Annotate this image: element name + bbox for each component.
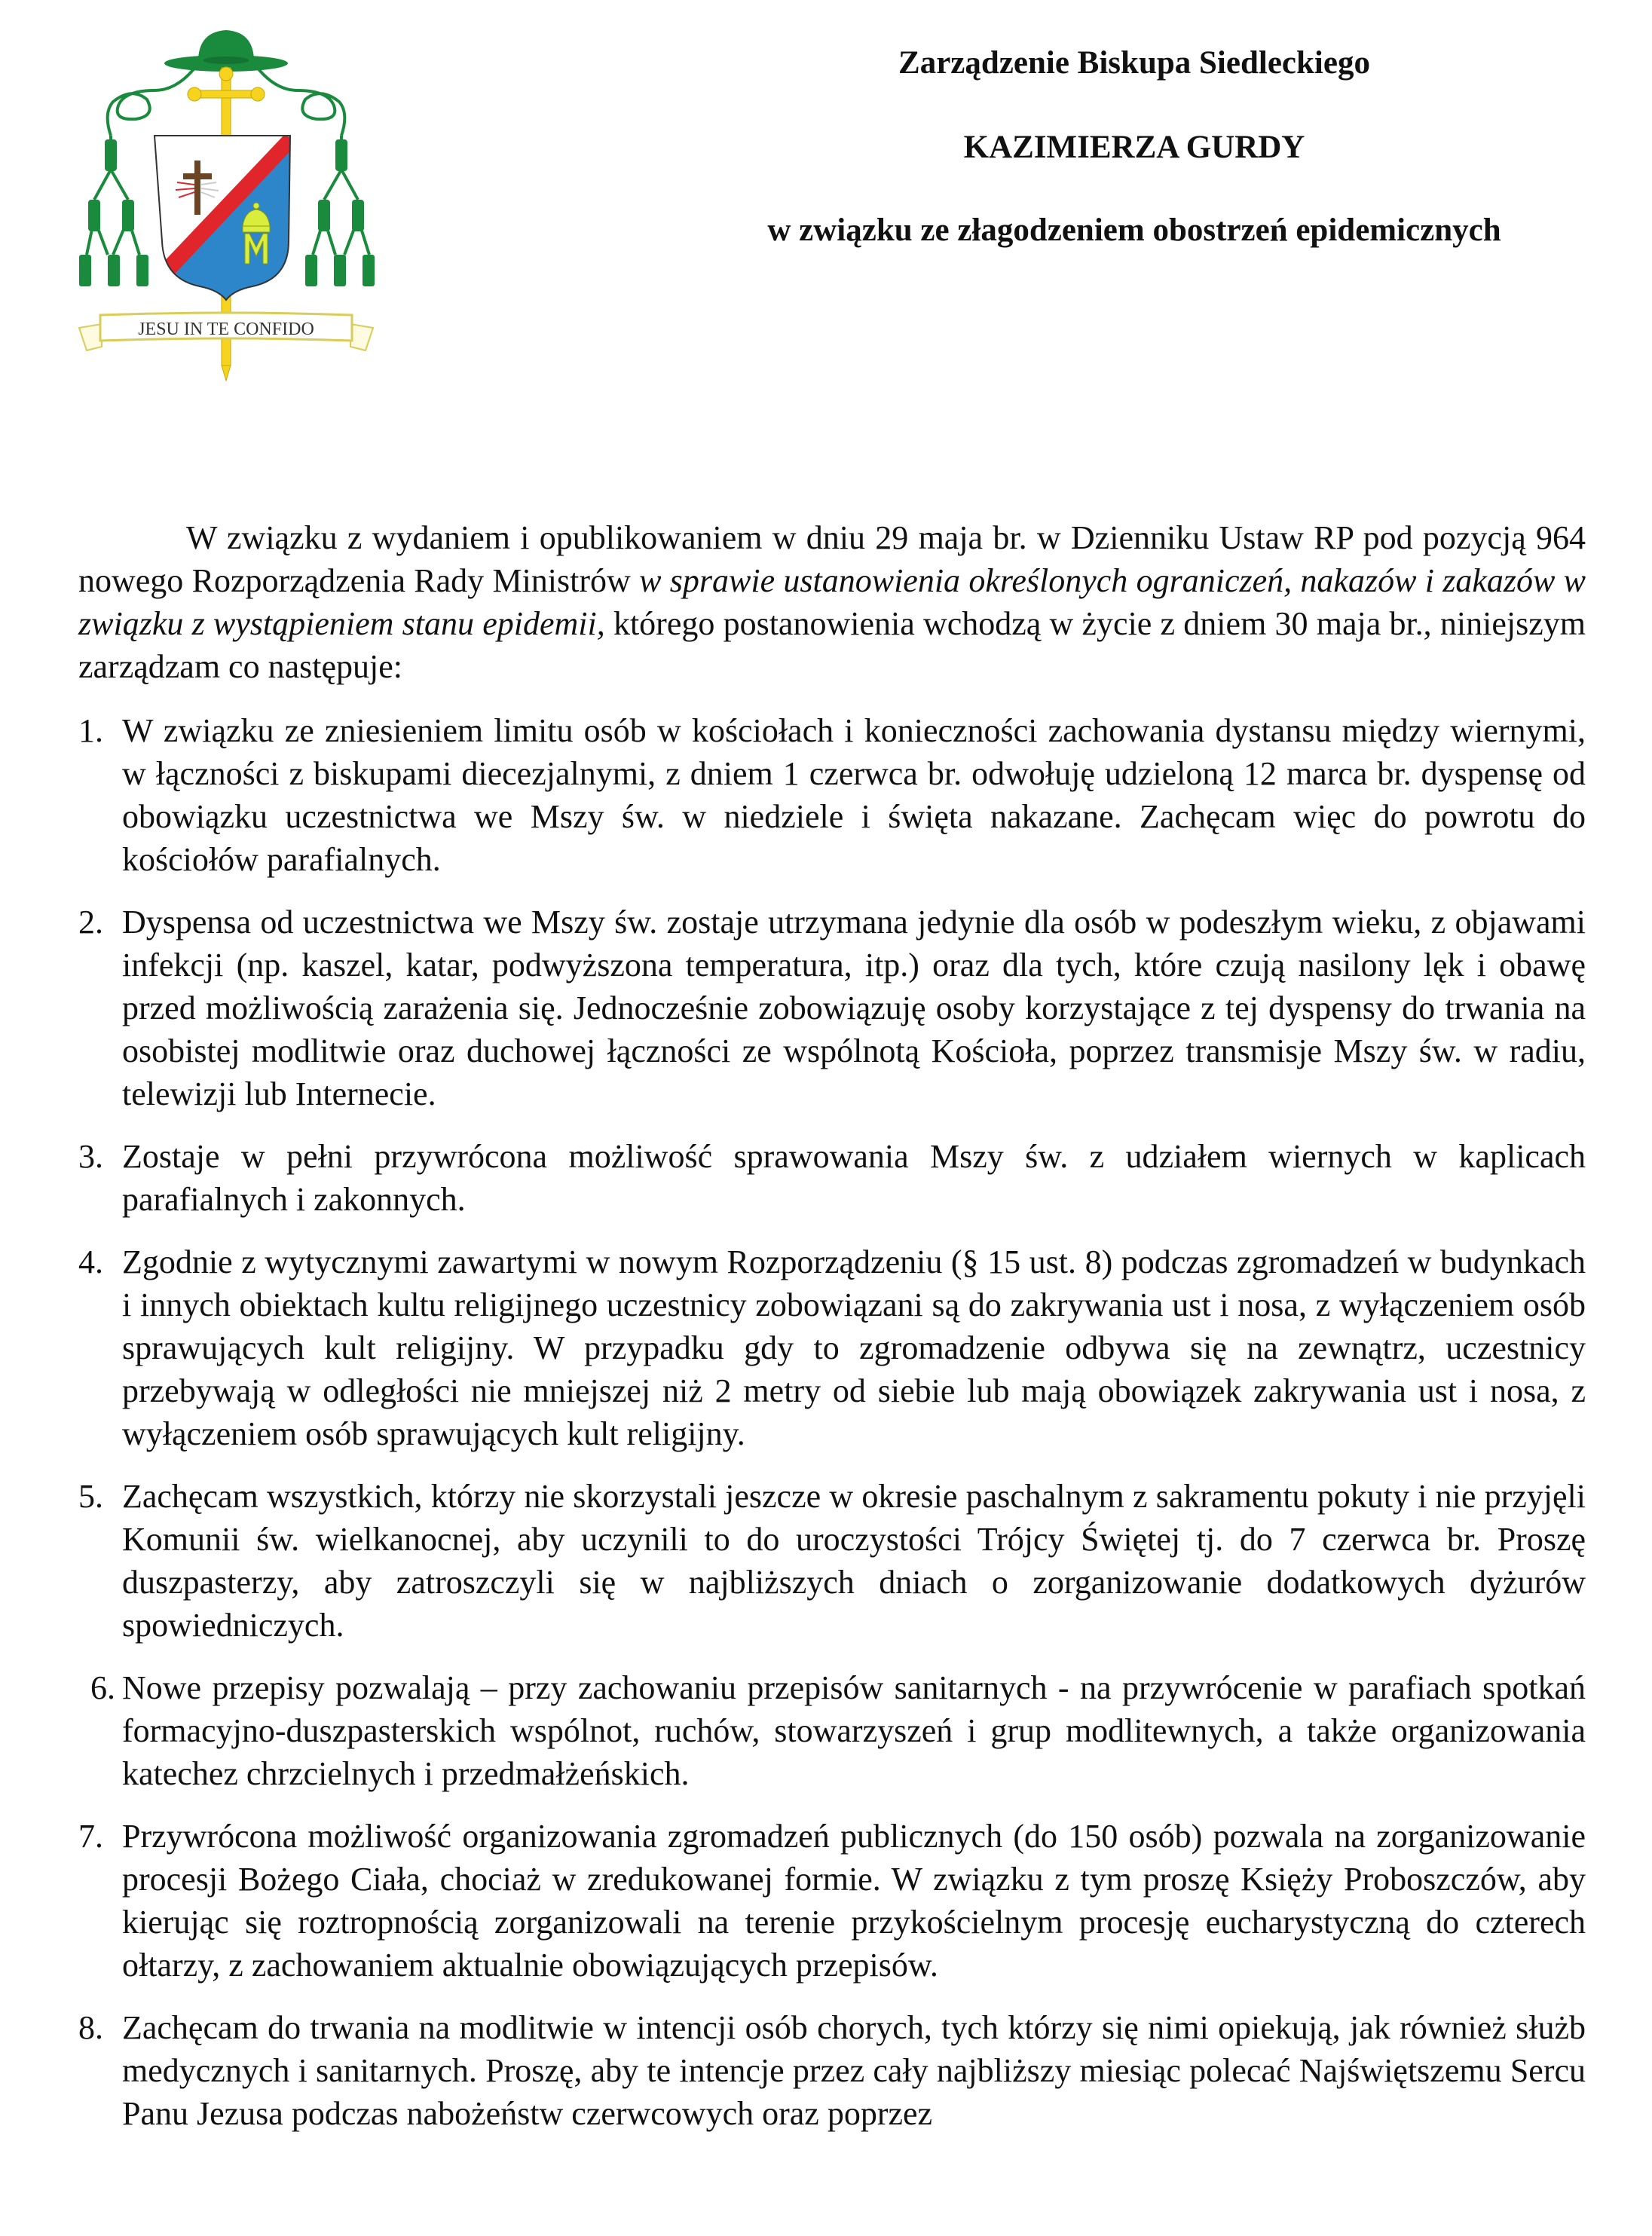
item-number: 7. xyxy=(78,1818,103,1855)
item-number: 2. xyxy=(78,904,103,941)
header-title: Zarządzenie Biskupa Siedleckiego xyxy=(898,45,1370,81)
item-text: Zostaje w pełni przywrócona możliwość sprawowania Mszy św. z udziałem wiernych w kaplicach parafialnych i zakonnych. xyxy=(122,1138,1586,1218)
ordinance-item xyxy=(78,1240,1586,1455)
shield-icon xyxy=(144,128,298,309)
item-text: Zgodnie z wytycznymi zawartymi w nowym Rozporządzeniu (§ 15 ust. 8) podczas zgromadzeń w budynkach i innych obiektach kultu religijnego uczestnicy zobowiązani są do zakrywania ust i nosa, z wyłączeniem osób sprawujących kult religijny. W przypadku gdy to zgromadzenie odbywa się na zewnątrz, uczestnicy przebywają w odległości nie mniejszej niż 2 metry od siebie lub mają obowiązek zakrywania ust i nosa, z wyłączeniem osób sprawujących kult religijny. xyxy=(122,1243,1586,1452)
ordinance-item xyxy=(78,1666,1586,1795)
ordinance-item xyxy=(78,709,1586,881)
ordinance-item xyxy=(78,1815,1586,1987)
intro-paragraph xyxy=(78,516,1586,688)
item-text: Nowe przepisy pozwalają – przy zachowaniu przepisów sanitarnych - na przywrócenie w parafiach spotkań formacyjno-duszpasterskich wspólnot, ruchów, stowarzyszeń i grup modlitewnych, a także organizowania katechez chrzcielnych i przedmałżeńskich. xyxy=(122,1669,1586,1792)
item-number: 3. xyxy=(78,1138,103,1175)
item-number: 8. xyxy=(78,2009,103,2046)
item-text: Dyspensa od uczestnictwa we Mszy św. zostaje utrzymana jedynie dla osób w podeszłym wieku, z objawami infekcji (np. kaszel, katar, podwyższona temperatura, itp.) oraz dla tych, które czują nasilony lęk i obawę przed możliwością zarażenia się. Jednocześnie zobowiązuję osoby korzystające z tej dyspensy do trwania na osobistej modlitwie oraz duchowej łączności ze wspólnotą Kościoła, poprzez transmisje Mszy św. w radiu, telewizji lub Internecie. xyxy=(122,904,1586,1112)
item-number: 4. xyxy=(78,1243,103,1280)
ordinance-item xyxy=(78,1475,1586,1647)
coat-of-arms xyxy=(72,15,381,384)
intro-text-2: którego postanowienia wchodzą w życie z dniem 30 maja br., niniejszym zarządzam co następuje: xyxy=(78,605,1586,685)
ordinance-item xyxy=(78,2006,1586,2135)
ordinance-item xyxy=(78,901,1586,1115)
item-number: 1. xyxy=(78,712,103,749)
item-number: 6. xyxy=(90,1669,115,1706)
item-number: 5. xyxy=(78,1478,103,1515)
document-body xyxy=(78,516,1586,2155)
item-text: Zachęcam wszystkich, którzy nie skorzystali jeszcze w okresie paschalnym z sakramentu pokuty i nie przyjęli Komunii św. wielkanocnej, aby uczynili to do uroczystości Trójcy Świętej tj. do 7 czerwca br. Proszę duszpasterzy, aby zatroszczyli się w najbliższych dniach o zorganizowanie dodatkowych dyżurów spowiedniczych. xyxy=(122,1478,1586,1644)
intro-text-1: W związku z wydaniem i opublikowaniem w dniu 29 maja br. w Dzienniku Ustaw RP pod pozycją 964 nowego Rozporządzenia Rady Ministrów xyxy=(78,519,1586,599)
item-text: W związku ze zniesieniem limitu osób w kościołach i konieczności zachowania dystansu między wiernymi, w łączności z biskupami diecezjalnymi, z dniem 1 czerwca br. odwołuję udzieloną 12 marca br. dyspensę od obowiązku uczestnictwa we Mszy św. w niedziele i święta nakazane. Zachęcam więc do powrotu do kościołów parafialnych. xyxy=(122,712,1586,878)
item-text: Zachęcam do trwania na modlitwie w intencji osób chorych, tych którzy się nimi opiekują, jak również służb medycznych i sanitarnych. Proszę, aby te intencje przez cały najbliższy miesiąc polecać Najświętszemu Sercu Panu Jezusa podczas nabożeństw czerwcowych oraz poprzez xyxy=(122,2009,1586,2132)
ordinance-item xyxy=(78,1135,1586,1221)
motto-text: JESU IN TE CONFIDO xyxy=(138,320,314,339)
intro-regulation-title: w sprawie ustanowienia określonych ograniczeń, nakazów i zakazów w związku z wystąpieniem stanu epidemii, xyxy=(78,562,1586,642)
galero-hat-icon xyxy=(164,30,288,72)
header-bishop-name: KAZIMIERZA GURDY xyxy=(963,130,1305,165)
item-text: Przywrócona możliwość organizowania zgromadzeń publicznych (do 150 osób) pozwala na zorganizowanie procesji Bożego Ciała, chociaż w zredukowanej formie. W związku z tym proszę Księży Proboszczów, aby kierując się roztropnością zorganizowali na terenie przykościelnym procesję eucharystyczną do czterech ołtarzy, z zachowaniem aktualnie obowiązujących przepisów. xyxy=(122,1818,1586,1984)
header-subtitle: w związku ze złagodzeniem obostrzeń epidemicznych xyxy=(767,213,1501,248)
ordinance-items xyxy=(78,709,1586,2135)
